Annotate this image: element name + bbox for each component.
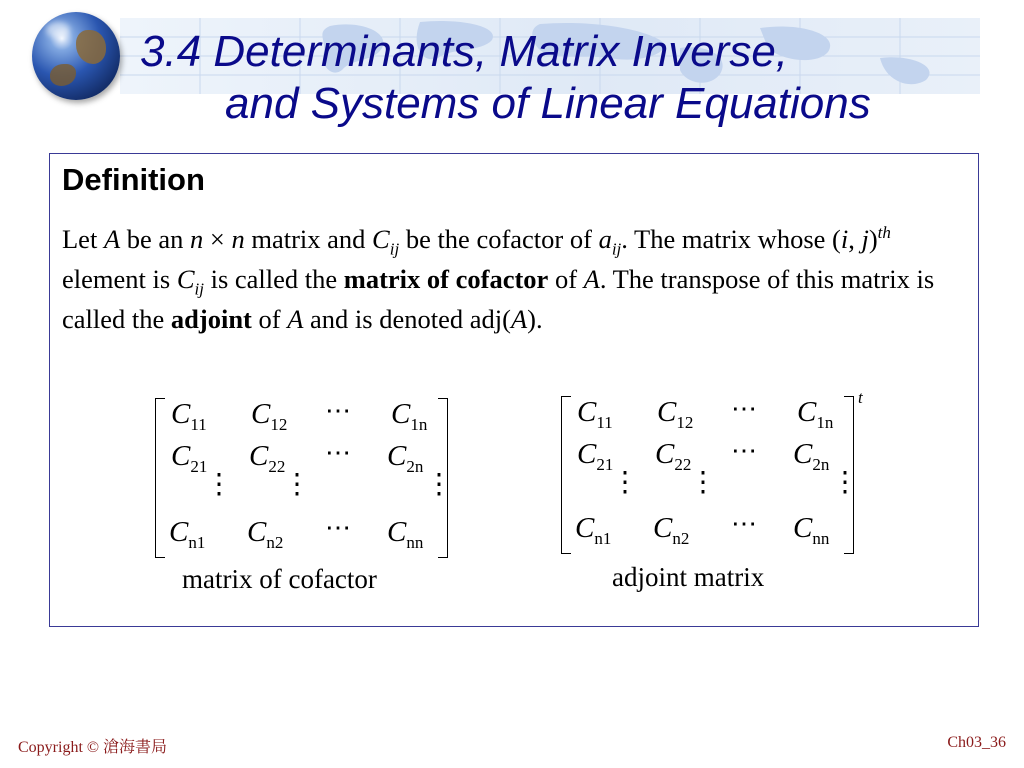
- slide-number: Ch03_36: [947, 734, 1006, 751]
- left-bracket: [561, 396, 571, 554]
- term-matrix-of-cofactor: matrix of cofactor: [343, 264, 549, 294]
- horizontal-ellipsis: ⋯: [731, 436, 758, 465]
- transpose-superscript: t: [858, 388, 863, 407]
- matrix-entry: $C_{n2}$: [653, 512, 690, 548]
- matrix-entry: $C_{21}$: [171, 440, 208, 476]
- vertical-ellipsis: ⋮: [205, 469, 233, 500]
- horizontal-ellipsis: ⋯: [325, 513, 352, 542]
- globe-logo: [32, 12, 120, 100]
- horizontal-ellipsis: ⋯: [325, 438, 352, 467]
- matrix-entry: $C_{2n}$: [793, 438, 830, 474]
- matrix-entry: $C_{n1}$: [169, 516, 206, 552]
- matrix-entry: $C_{12}$: [251, 398, 288, 434]
- matrix-entry: $C_{n2}$: [247, 516, 284, 552]
- matrix-entry: $C_{2n}$: [387, 440, 424, 476]
- matrix-entry: $C_{n1}$: [575, 512, 612, 548]
- cofactor-matrix: [155, 396, 453, 558]
- definition-heading: Definition: [62, 162, 205, 197]
- term-adjoint: adjoint: [170, 304, 252, 334]
- vertical-ellipsis: ⋮: [831, 467, 859, 498]
- vertical-ellipsis: ⋮: [611, 467, 639, 498]
- adjoint-matrix: [561, 394, 859, 554]
- horizontal-ellipsis: ⋯: [731, 394, 758, 423]
- matrix-entry: $C_{22}$: [249, 440, 286, 476]
- definition-paragraph: Let A be an n × n matrix and $C_{ij}$ be the cofactor of $a_{ij}$. The matrix whose (i, j)$^{th}$ element is $C_{ij}$ is called the matrix of cofactor of A. The transpose of this matrix is called the adjoint of A and is denoted adj(A).: [62, 223, 935, 334]
- matrix-entry: $C_{12}$: [657, 396, 694, 432]
- matrix-entry: $C_{1n}$: [797, 396, 834, 432]
- matrix-entry: $C_{11}$: [171, 398, 207, 434]
- matrix-entry: $C_{nn}$: [387, 516, 424, 552]
- copyright-notice: Copyright © 滄海書局: [18, 739, 168, 756]
- horizontal-ellipsis: ⋯: [325, 396, 352, 425]
- title-line-1: 3.4 Determinants, Matrix Inverse,: [140, 27, 789, 76]
- matrix-entry: $C_{11}$: [577, 396, 613, 432]
- matrix-entry: $C_{22}$: [655, 438, 692, 474]
- matrix-entry: $C_{21}$: [577, 438, 614, 474]
- vertical-ellipsis: ⋮: [283, 469, 311, 500]
- matrix-entry: $C_{nn}$: [793, 512, 830, 548]
- title-line-2: and Systems of Linear Equations: [225, 79, 871, 128]
- matrix-entry: $C_{1n}$: [391, 398, 428, 434]
- horizontal-ellipsis: ⋯: [731, 509, 758, 538]
- vertical-ellipsis: ⋮: [425, 469, 453, 500]
- adjoint-matrix-caption: adjoint matrix: [612, 562, 765, 592]
- left-bracket: [155, 398, 165, 558]
- cofactor-matrix-caption: matrix of cofactor: [182, 564, 377, 594]
- vertical-ellipsis: ⋮: [689, 467, 717, 498]
